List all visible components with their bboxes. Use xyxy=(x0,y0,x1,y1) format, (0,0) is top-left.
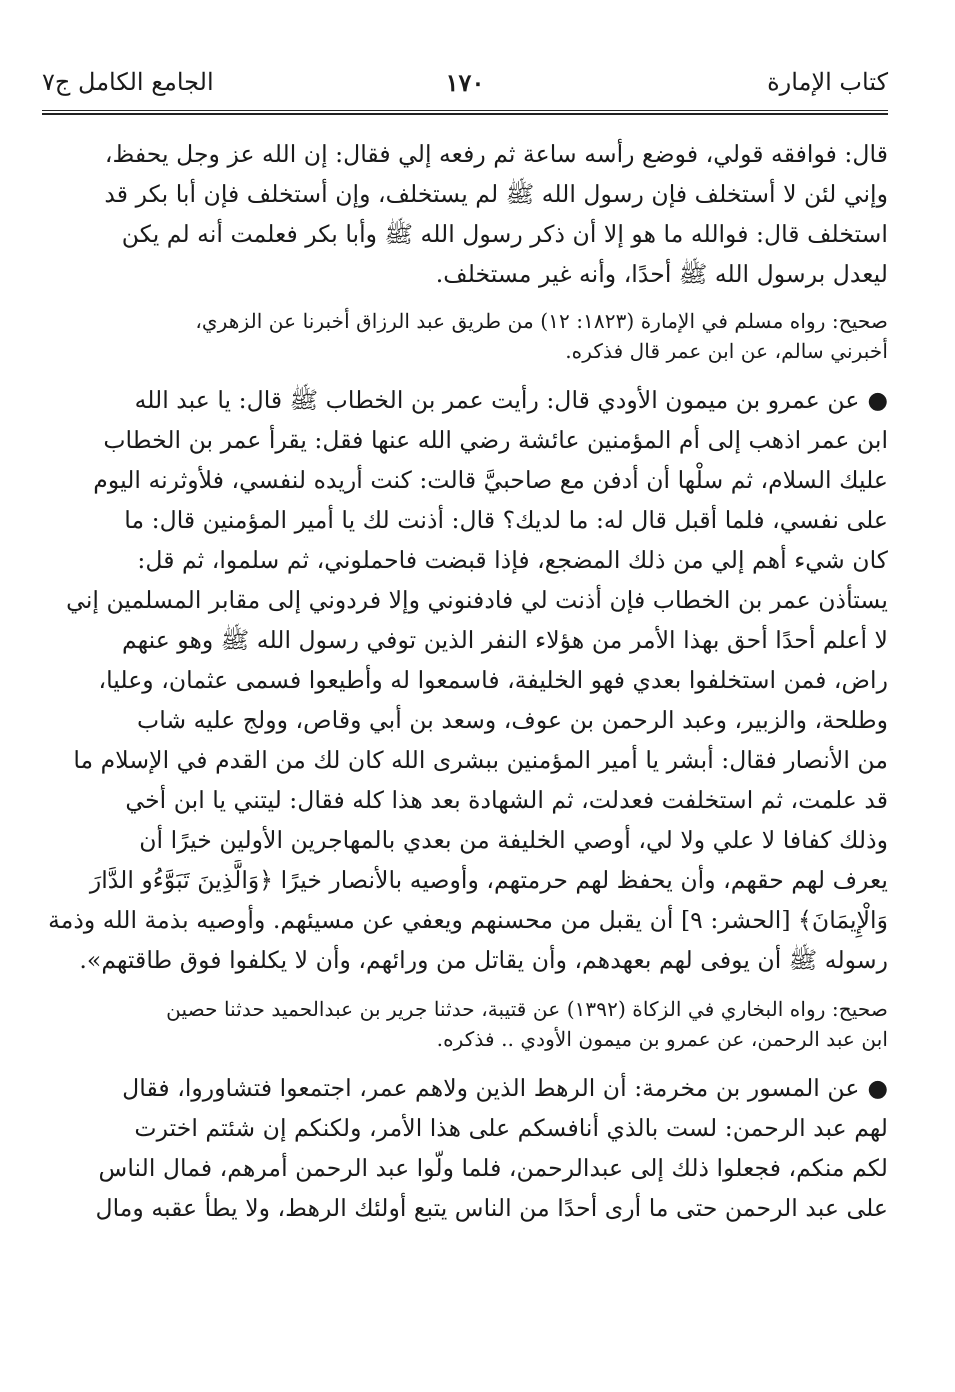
chapter-title: كتاب الإمارة xyxy=(767,68,888,96)
text-line: وَالْإِيمَانَ﴾ [الحشر: ٩] أن يقبل من محسنهم ويعفي عن مسيئهم. وأوصيه بذمة الله وذمة xyxy=(48,906,888,934)
text-line xyxy=(42,380,888,420)
text-line: من الأنصار فقال: أبشر يا أمير المؤمنين ببشرى الله كان لك من القدم في الإسلام ما xyxy=(73,746,888,774)
header-rule xyxy=(42,110,888,115)
note-line: ابن عبد الرحمن، عن عمرو بن ميمون الأودي .. فذكره. xyxy=(436,1027,888,1051)
text-line: لهم عبد الرحمن: لست بالذي أنافسكم على هذا الأمر، ولكنكم إن شئتم اخترت xyxy=(134,1114,888,1142)
text-line-content: عن عمرو بن ميمون الأودي قال: رأيت عمر بن الخطاب ﷺ قال: يا عبد الله xyxy=(134,386,860,414)
text-line: لا أعلم أحدًا أحق بهذا الأمر من هؤلاء النفر الذين توفي رسول الله ﷺ وهو عنهم xyxy=(122,626,888,654)
body-paragraph xyxy=(42,134,888,294)
text-line: قد علمت، ثم استخلفت فعدلت، ثم الشهادة بعد هذا كله فقال: ليتني يا ابن أخي xyxy=(125,786,888,814)
text-line: يعرف لهم حقهم، وأن يحفظ لهم حرمتهم، وأوصيه بالأنصار خيرًا ﴿وَالَّذِينَ تَبَوَّءُو الدَّارَ xyxy=(89,866,888,894)
text-line: استخلف قال: فوالله ما هو إلا أن ذكر رسول الله ﷺ وأبا بكر فعلمت أنه لم يكن xyxy=(121,220,888,248)
text-line: كان شيء أهم إلي من ذلك المضجع، فإذا قبضت فاحملوني، ثم سلموا، ثم قل: xyxy=(137,546,888,574)
text-line: ابن عمر اذهب إلى أم المؤمنين عائشة رضي الله عنها فقل: يقرأ عمر بن الخطاب xyxy=(103,426,888,454)
note-line: صحيح: رواه البخاري في الزكاة (١٣٩٢) عن قتيبة، حدثنا جرير بن عبدالحميد حدثنا حصين xyxy=(166,997,888,1021)
page-header xyxy=(42,60,888,110)
text-line: ليعدل برسول الله ﷺ أحدًا، وأنه غير مستخلف. xyxy=(435,260,888,288)
hadith-note xyxy=(42,306,888,366)
text-line-content: عن المسور بن مخرمة: أن الرهط الذين ولاهم عمر، اجتمعوا فتشاوروا، فقال xyxy=(122,1074,860,1102)
text-line: لكم منكم، فجعلوا ذلك إلى عبدالرحمن، فلما ولّوا عبد الرحمن أمرهم، فمال الناس xyxy=(98,1154,888,1182)
page-number: ١٧٠ xyxy=(445,68,485,97)
text-line: وطلحة، والزبير، وعبد الرحمن بن عوف، وسعد بن أبي وقاص، وولج عليه شاب xyxy=(136,706,888,734)
text-line: رسوله ﷺ أن يوفى لهم بعهدهم، وأن يقاتل من ورائهم، وأن لا يكلفوا فوق طاقتهم». xyxy=(79,946,888,974)
text-line: على عبد الرحمن حتى ما أرى أحدًا من الناس يتبع أولئك الرهط، ولا يطأ عقبه ومال xyxy=(95,1194,888,1222)
note-line: أخبرني سالم، عن ابن عمر قال فذكره. xyxy=(565,339,888,363)
hadith-note xyxy=(42,994,888,1054)
hadith-paragraph xyxy=(42,1068,888,1228)
text-line: يستأذن عمر بن الخطاب فإن أذنت لي فادفنوني وإلا فردوني إلى مقابر المسلمين إني xyxy=(66,586,888,614)
bullet-icon: ● xyxy=(867,1074,888,1102)
text-line: وذلك كفافا لا علي ولا لي، أوصي الخليفة من بعدي بالمهاجرين الأولين خيرًا أن xyxy=(139,826,888,854)
text-line: على نفسي، فلما أقبل قال له: ما لديك؟ قال: أذنت لك يا أمير المؤمنين قال: ما xyxy=(124,506,888,534)
note-line: صحيح: رواه مسلم في الإمارة (١٨٢٣: ١٢) من طريق عبد الرزاق أخبرنا عن الزهري، xyxy=(195,309,888,333)
hadith-paragraph xyxy=(42,380,888,980)
book-page xyxy=(42,60,888,1228)
text-line: راض، فمن استخلفوا بعدي فهو الخليفة، فاسمعوا له وأطيعوا فسمى عثمان، وعليا، xyxy=(98,666,888,694)
book-title: الجامع الكامل ج٧ xyxy=(42,68,214,96)
text-line: وإني لئن لا أستخلف فإن رسول الله ﷺ لم يستخلف، وإن أستخلف فإن أبا بكر قد xyxy=(104,180,888,208)
text-line xyxy=(42,1068,888,1108)
text-line: قال: فوافقه قولي، فوضع رأسه ساعة ثم رفعه إلي فقال: إن الله عز وجل يحفظ، xyxy=(104,140,888,168)
bullet-icon: ● xyxy=(867,386,888,414)
text-line: عليك السلام، ثم سلْها أن أدفن مع صاحبيَّ قالت: كنت أريده لنفسي، فلأوثرنه اليوم xyxy=(93,466,888,494)
